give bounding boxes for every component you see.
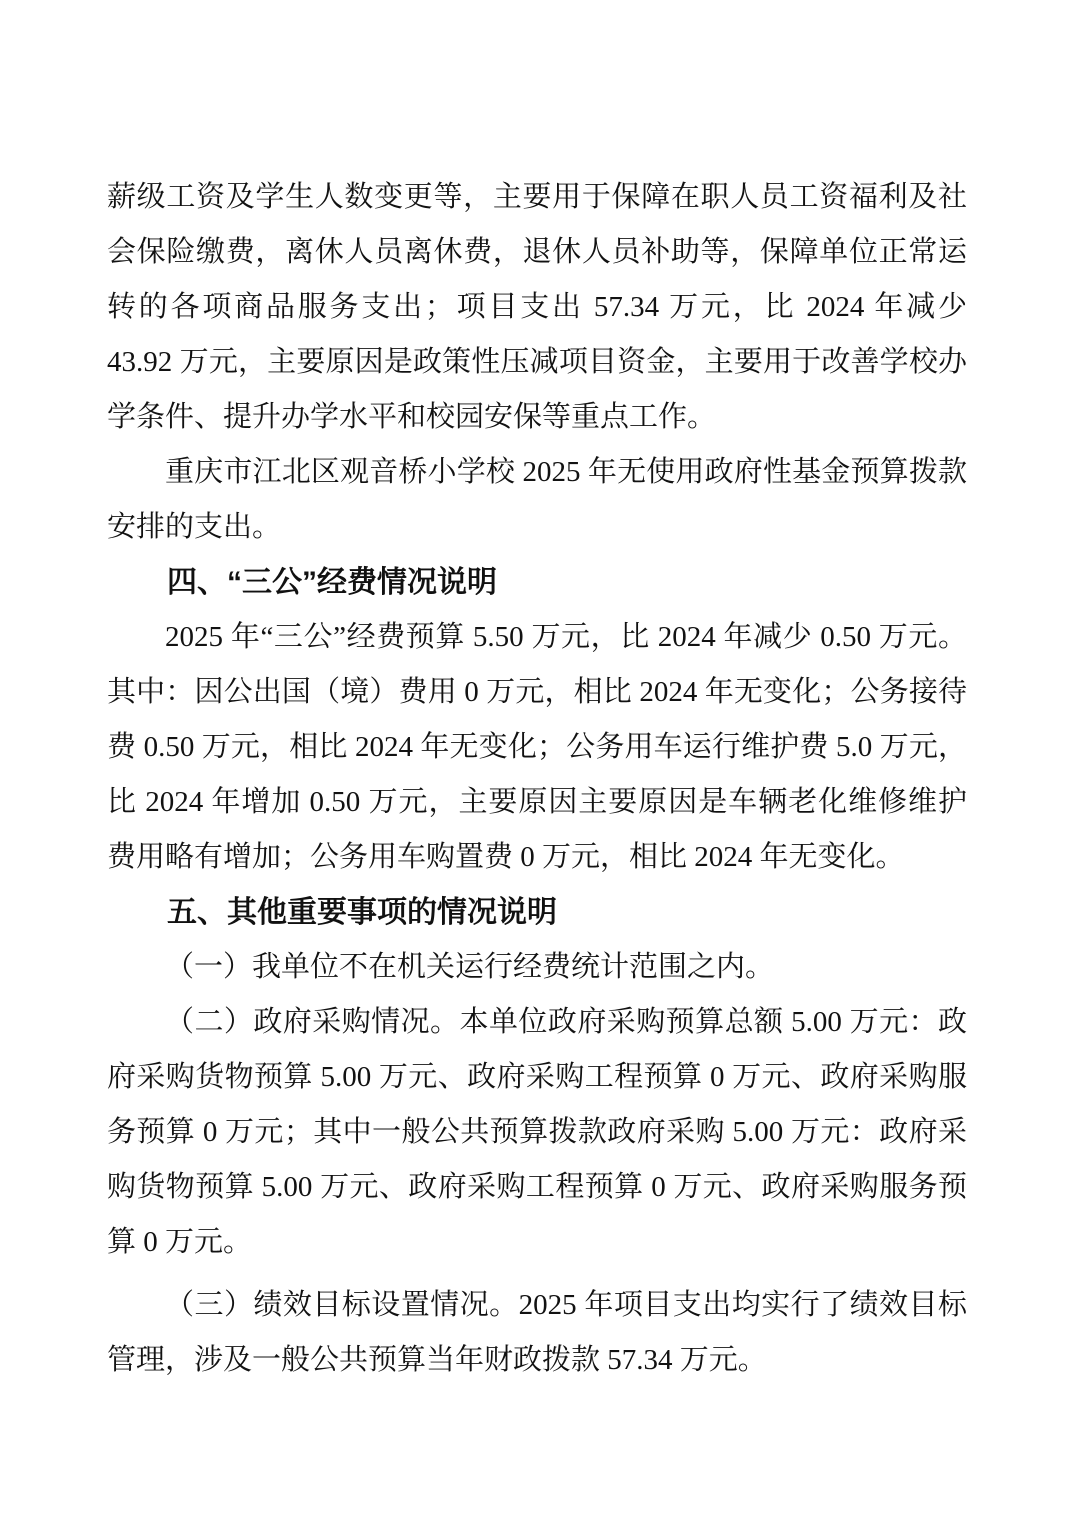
paragraph-three-public-funds-detail: 2025 年“三公”经费预算 5.50 万元，比 2024 年减少 0.50 万元。其中：因公出国（境）费用 0 万元，相比 2024 年无变化；公务接待费 0.50 万元，相比 2024 年无变化；公务用车运行维护费 5.0 万元，比 2024 年增加 0.50 万元，主要原因主要原因是车辆老化维修维护费用略有增加；公务用车购置费 0 万元，相比 2024 年无变化。 — [107, 621, 967, 873]
paragraph-no-government-fund-expenditure: 重庆市江北区观音桥小学校 2025 年无使用政府性基金预算拨款安排的支出。 — [107, 456, 967, 543]
paragraph-expenditure-explanation-continuation: 薪级工资及学生人数变更等，主要用于保障在职人员工资福利及社会保险缴费，离休人员离休费，退休人员补助等，保障单位正常运转的各项商品服务支出；项目支出 57.34 万元，比 2024 年减少 43.92 万元，主要原因是政策性压减项目资金，主要用于改善学校办学条件、提升办学水平和校园安保等重点工作。 — [107, 181, 967, 433]
paragraph-item-1-agency-operating-funds: （一）我单位不在机关运行经费统计范围之内。 — [165, 951, 775, 983]
paragraph-item-3-performance-targets: （三）绩效目标设置情况。2025 年项目支出均实行了绩效目标管理，涉及一般公共预算当年财政拨款 57.34 万元。 — [107, 1289, 967, 1376]
paragraph-item-2-government-procurement: （二）政府采购情况。本单位政府采购预算总额 5.00 万元：政府采购货物预算 5.00 万元、政府采购工程预算 0 万元、政府采购服务预算 0 万元；其中一般公共预算拨款政府采购 5.00 万元：政府采购货物预算 5.00 万元、政府采购工程预算 0 万元、政府采购服务预算 0 万元。 — [107, 1006, 967, 1258]
heading-section-4-three-public-funds: 四、“三公”经费情况说明 — [167, 566, 497, 599]
heading-section-5-other-important-matters: 五、其他重要事项的情况说明 — [167, 896, 557, 929]
document-text-block — [107, 170, 967, 1388]
